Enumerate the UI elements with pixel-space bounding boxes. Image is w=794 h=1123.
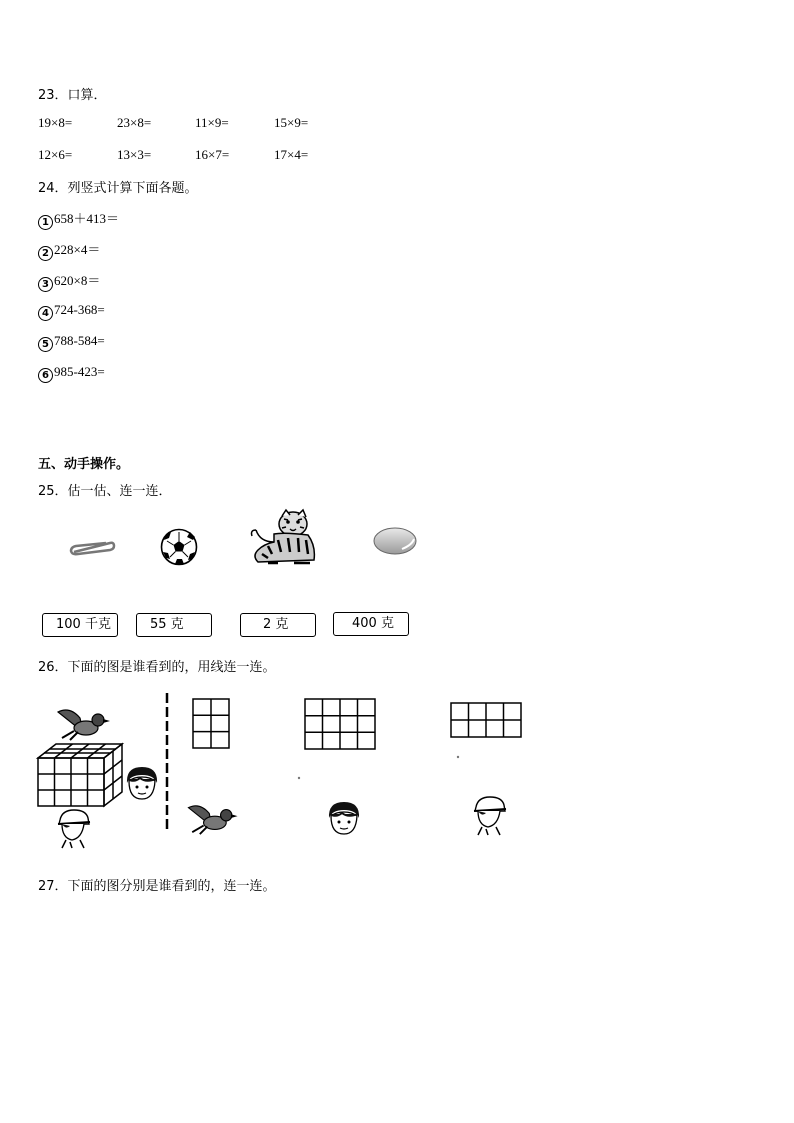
child-with-hat-viewer-icon[interactable] — [472, 795, 508, 837]
egg-icon — [372, 525, 418, 557]
vertical-calc-item — [38, 302, 105, 321]
vertical-calc-item — [38, 208, 119, 230]
soccer-ball-icon — [160, 528, 198, 566]
oral-calc-item: 16×7= — [195, 147, 230, 162]
circled-number: 2 — [38, 246, 53, 261]
vertical-calc-expr: 228×4＝ — [54, 242, 101, 257]
q27-title: 27．下面的图分别是谁看到的，连一连。 — [38, 879, 276, 894]
oral-calc-item: 11×9= — [195, 115, 229, 130]
circled-number: 4 — [38, 306, 53, 321]
stray-dot — [297, 776, 301, 780]
weight-option-box[interactable]: 2 克 — [240, 613, 316, 637]
circled-number: 3 — [38, 277, 53, 292]
bird-icon — [56, 706, 112, 742]
oral-calc-item: 23×8= — [117, 115, 152, 130]
vertical-calc-item — [38, 270, 100, 292]
oral-calc-item: 12×6= — [38, 147, 73, 162]
vertical-calc-expr: 724-368= — [54, 302, 105, 317]
vertical-calc-item — [38, 364, 105, 383]
weight-option-box[interactable]: 100 千克 — [42, 613, 118, 637]
cube-stack-diagram — [36, 742, 124, 808]
q26-title: 26．下面的图是谁看到的，用线连一连。 — [38, 660, 276, 675]
circled-number: 5 — [38, 337, 53, 352]
circled-number: 1 — [38, 215, 53, 230]
oral-calc-item: 17×4= — [274, 147, 309, 162]
q24-title: 24．列竖式计算下面各题。 — [38, 181, 198, 196]
view-grid-4x2 — [450, 702, 522, 738]
tiger-icon — [248, 508, 320, 566]
oral-calc-item: 19×8= — [38, 115, 73, 130]
child-face-icon — [124, 765, 160, 803]
view-grid-2x3 — [192, 698, 230, 749]
stray-dot — [456, 755, 460, 759]
q23-title: 23．口算． — [38, 88, 107, 103]
vertical-calc-expr: 788-584= — [54, 333, 105, 348]
circled-number: 6 — [38, 368, 53, 383]
view-grid-4x3 — [304, 698, 376, 750]
vertical-calc-item — [38, 333, 105, 352]
oral-calc-item: 13×3= — [117, 147, 152, 162]
bird-viewer-icon[interactable] — [186, 802, 240, 836]
divider-line — [164, 693, 170, 833]
vertical-calc-expr: 985-423= — [54, 364, 105, 379]
paperclip-icon — [68, 540, 116, 556]
child-with-hat-icon — [56, 808, 92, 850]
weight-option-box[interactable]: 400 克 — [333, 612, 409, 636]
section-title: 五、动手操作。 — [38, 457, 130, 472]
vertical-calc-expr: 658＋413＝ — [54, 211, 120, 226]
oral-calc-item: 15×9= — [274, 115, 309, 130]
vertical-calc-expr: 620×8＝ — [54, 273, 101, 288]
q25-title: 25．估一估、连一连． — [38, 484, 172, 499]
child-face-viewer-icon[interactable] — [326, 800, 362, 838]
vertical-calc-item — [38, 239, 100, 261]
weight-option-box[interactable]: 55 克 — [136, 613, 212, 637]
